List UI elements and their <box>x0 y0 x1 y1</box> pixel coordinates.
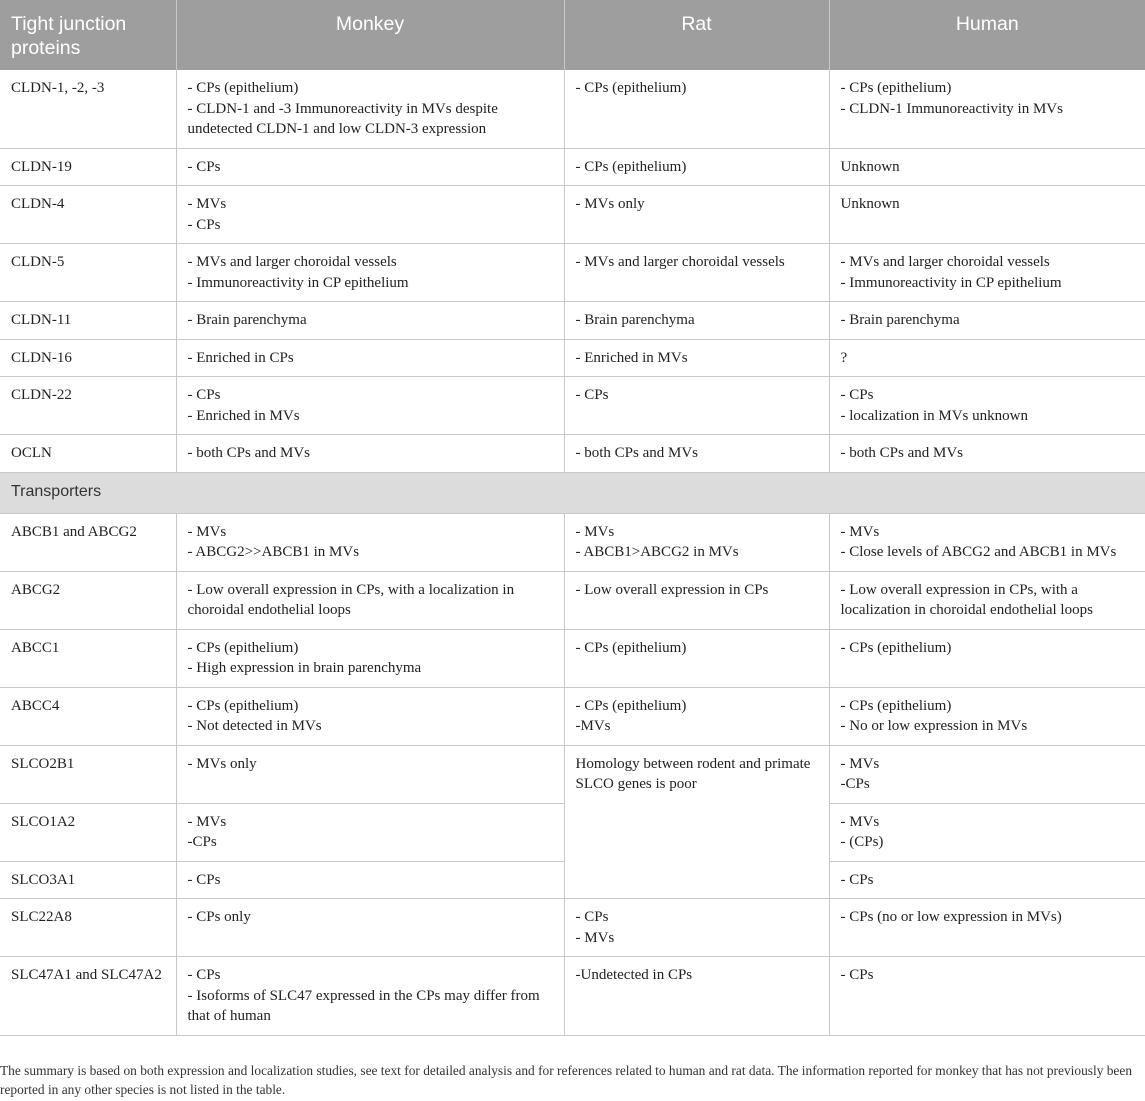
table-row <box>0 435 1145 473</box>
cell-line: - MVs and larger choroidal vessels <box>575 254 785 270</box>
rat-cell <box>564 687 829 745</box>
rat-cell <box>564 571 829 629</box>
cell-line: - CPs <box>840 967 874 983</box>
cell-line: - CPs (epithelium) <box>840 697 952 714</box>
cell-line: - CPs (epithelium) <box>575 80 687 96</box>
table-footnote: The summary is based on both expression and localization studies, see text for detailed analysis and for references related to human and rat data. The information reported for monkey that has not previously been reported in any other species is not listed in the table. <box>0 1063 1133 1097</box>
human-cell <box>829 377 1145 435</box>
rat-cell <box>564 377 829 435</box>
cell-line: - CPs (epithelium) <box>840 80 952 96</box>
monkey-cell <box>176 339 564 377</box>
cell-line: - MVs and larger choroidal vessels <box>840 254 1050 270</box>
cell-line: - CPs (epithelium) <box>575 697 687 714</box>
cell-line: - ABCB1>ABCG2 in MVs <box>575 544 739 560</box>
row-label: CLDN-1, -2, -3 <box>0 70 176 148</box>
monkey-cell <box>176 302 564 340</box>
table-row <box>0 302 1145 340</box>
monkey-cell <box>176 687 564 745</box>
cell-line: - CPs <box>187 216 221 233</box>
rat-cell <box>564 629 829 687</box>
human-cell <box>829 571 1145 629</box>
cell-line: - Low overall expression in CPs, with a localization in choroidal endothelial loops <box>187 581 515 618</box>
cell-line: - Brain parenchyma <box>575 312 695 328</box>
human-cell <box>829 186 1145 244</box>
cell-line: - both CPs and MVs <box>187 445 311 461</box>
table-row <box>0 629 1145 687</box>
human-cell <box>829 435 1145 473</box>
row-label: CLDN-22 <box>0 377 176 435</box>
cell-line: - Brain parenchyma <box>840 312 960 328</box>
cell-line: - CPs (epithelium) <box>840 639 952 656</box>
human-cell <box>829 803 1145 861</box>
row-label: SLC47A1 and SLC47A2 <box>0 957 176 1036</box>
rat-cell <box>564 957 829 1036</box>
cell-line: - CPs <box>575 387 609 403</box>
header-monkey: Monkey <box>176 0 564 70</box>
cell-line: - MVs <box>187 196 227 212</box>
cell-line: - CPs <box>187 871 221 888</box>
cell-line: - CPs (epithelium) <box>187 639 299 656</box>
row-label: ABCG2 <box>0 571 176 629</box>
cell-line: - CLDN-1 and -3 Immunoreactivity in MVs despite undetected CLDN-1 and low CLDN-3 expression <box>187 100 498 137</box>
cell-line: - MVs <box>840 813 880 830</box>
table-row <box>0 148 1145 186</box>
rat-cell <box>564 148 829 186</box>
monkey-cell <box>176 377 564 435</box>
row-label: SLCO1A2 <box>0 803 176 861</box>
row-label: CLDN-16 <box>0 339 176 377</box>
cell-line: - CPs <box>575 909 609 925</box>
human-cell <box>829 745 1145 803</box>
human-cell <box>829 339 1145 377</box>
table-row <box>0 957 1145 1036</box>
table-row <box>0 244 1145 302</box>
table-row <box>0 899 1145 957</box>
cell-line: - localization in MVs unknown <box>840 407 1028 424</box>
rat-cell <box>564 70 829 148</box>
human-cell <box>829 70 1145 148</box>
header-rat: Rat <box>564 0 829 70</box>
cell-line: - CPs only <box>187 909 251 925</box>
cell-line: - Enriched in MVs <box>187 407 300 424</box>
monkey-cell <box>176 70 564 148</box>
cell-line: - CPs <box>187 967 221 983</box>
row-label: ABCB1 and ABCG2 <box>0 513 176 571</box>
table-row <box>0 513 1145 571</box>
header-tight-junction: Tight junction proteins <box>0 0 176 70</box>
rat-cell <box>564 244 829 302</box>
cell-line: - CPs (epithelium) <box>187 80 299 96</box>
cell-line: - both CPs and MVs <box>575 445 699 461</box>
monkey-cell <box>176 861 564 899</box>
rat-cell <box>564 186 829 244</box>
rat-cell <box>564 513 829 571</box>
monkey-cell <box>176 513 564 571</box>
cell-line: - CPs (epithelium) <box>575 158 687 175</box>
cell-line: - No or low expression in MVs <box>840 718 1028 734</box>
cell-line: -CPs <box>840 776 870 792</box>
cell-line: ? <box>840 349 848 366</box>
row-label: CLDN-5 <box>0 244 176 302</box>
cell-line: - High expression in brain parenchyma <box>187 660 422 676</box>
row-label: SLCO2B1 <box>0 745 176 803</box>
rat-cell <box>564 339 829 377</box>
section-row-transporters <box>0 472 1145 513</box>
human-cell <box>829 899 1145 957</box>
monkey-cell <box>176 629 564 687</box>
cell-line: - MVs <box>187 523 227 540</box>
monkey-cell <box>176 435 564 473</box>
row-label: ABCC1 <box>0 629 176 687</box>
cell-line: - CPs (epithelium) <box>575 639 687 656</box>
cell-line: -CPs <box>187 834 217 850</box>
cell-line: - Low overall expression in CPs <box>575 581 769 598</box>
monkey-cell <box>176 186 564 244</box>
monkey-cell <box>176 571 564 629</box>
header-human: Human <box>829 0 1145 70</box>
cell-line: - MVs only <box>575 196 645 212</box>
table-row <box>0 186 1145 244</box>
cell-line: - Enriched in CPs <box>187 349 294 366</box>
monkey-cell <box>176 244 564 302</box>
cell-line: - Isoforms of SLC47 expressed in the CPs may differ from that of human <box>187 987 540 1024</box>
human-cell <box>829 861 1145 899</box>
cell-line: - MVs <box>187 813 227 830</box>
row-label: SLCO3A1 <box>0 861 176 899</box>
section-label: Transporters <box>0 472 1145 513</box>
cell-line: - CPs (epithelium) <box>187 697 299 714</box>
cell-line: - Enriched in MVs <box>575 349 688 366</box>
cell-line: - Low overall expression in CPs, with a localization in choroidal endothelial loops <box>840 581 1093 618</box>
cell-line: - Brain parenchyma <box>187 312 307 328</box>
cell-line: - CPs <box>187 387 221 403</box>
row-label: CLDN-4 <box>0 186 176 244</box>
human-cell <box>829 687 1145 745</box>
table-body <box>0 70 1145 1035</box>
cell-line: - MVs <box>840 755 880 772</box>
monkey-cell <box>176 745 564 803</box>
rat-cell <box>564 899 829 957</box>
table-row <box>0 745 1145 803</box>
monkey-cell <box>176 899 564 957</box>
cell-line: - MVs only <box>187 755 257 772</box>
rat-cell <box>564 435 829 473</box>
cell-line: Unknown <box>840 196 900 212</box>
cell-line: -MVs <box>575 718 611 734</box>
human-cell <box>829 302 1145 340</box>
cell-line: - (CPs) <box>840 834 884 850</box>
header-row <box>0 0 1145 70</box>
monkey-cell <box>176 148 564 186</box>
table-row <box>0 377 1145 435</box>
cell-line: - Immunoreactivity in CP epithelium <box>187 274 409 291</box>
human-cell <box>829 148 1145 186</box>
cell-line: - CPs (no or low expression in MVs) <box>840 909 1062 925</box>
row-label: CLDN-19 <box>0 148 176 186</box>
cell-line: - MVs <box>575 929 615 946</box>
table-row <box>0 70 1145 148</box>
cell-line: - CPs <box>187 158 221 175</box>
human-cell <box>829 244 1145 302</box>
cell-line: - CPs <box>840 871 874 888</box>
cell-line: - Not detected in MVs <box>187 718 322 734</box>
monkey-cell <box>176 957 564 1036</box>
row-label: SLC22A8 <box>0 899 176 957</box>
cell-line: - MVs and larger choroidal vessels <box>187 254 397 270</box>
row-label: ABCC4 <box>0 687 176 745</box>
monkey-cell <box>176 803 564 861</box>
table-row <box>0 571 1145 629</box>
cell-line: - MVs <box>575 523 615 540</box>
table-row <box>0 687 1145 745</box>
cell-line: -Undetected in CPs <box>575 967 693 983</box>
row-label: OCLN <box>0 435 176 473</box>
rat-cell <box>564 302 829 340</box>
row-label: CLDN-11 <box>0 302 176 340</box>
cell-line: - Close levels of ABCG2 and ABCB1 in MVs <box>840 544 1117 560</box>
rat-merged-cell: Homology between rodent and primate SLCO genes is poor <box>564 745 829 899</box>
cell-line: - Immunoreactivity in CP epithelium <box>840 274 1062 291</box>
table-row <box>0 339 1145 377</box>
cell-line: - ABCG2>>ABCB1 in MVs <box>187 544 360 560</box>
human-cell <box>829 629 1145 687</box>
cell-line: - CLDN-1 Immunoreactivity in MVs <box>840 100 1063 117</box>
cell-line: - CPs <box>840 387 874 403</box>
cell-line: - both CPs and MVs <box>840 445 964 461</box>
cell-line: - MVs <box>840 523 880 540</box>
cell-line: Unknown <box>840 158 900 175</box>
human-cell <box>829 513 1145 571</box>
human-cell <box>829 957 1145 1036</box>
